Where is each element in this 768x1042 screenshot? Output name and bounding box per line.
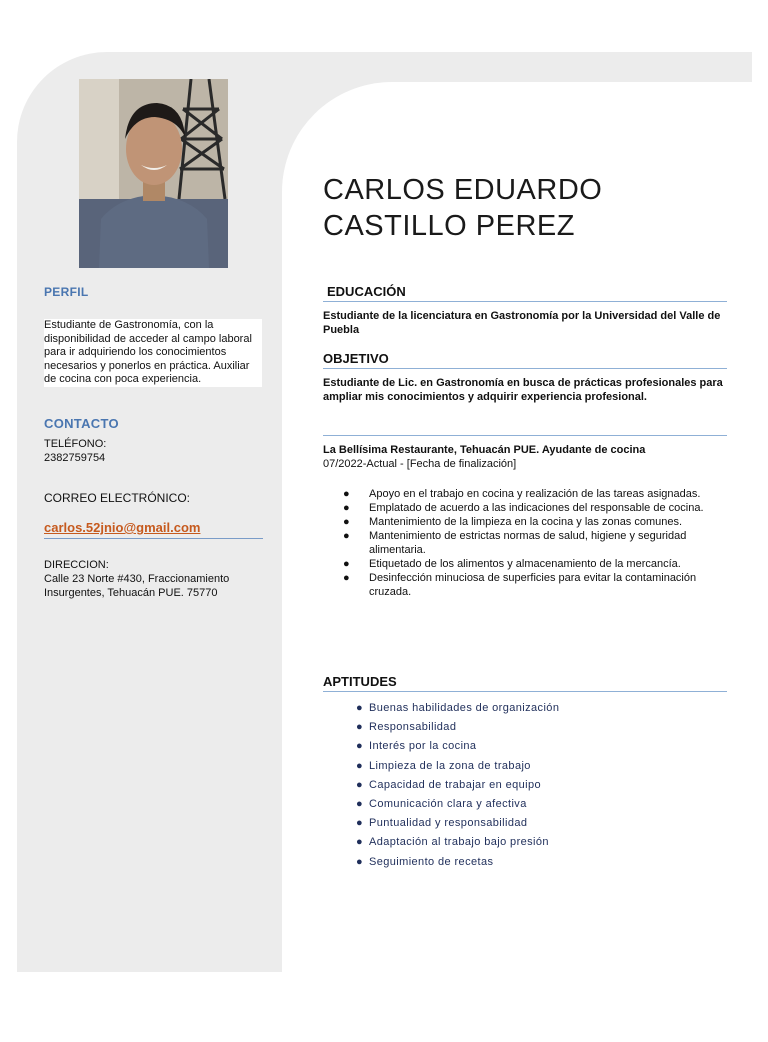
duty-text: Desinfección minuciosa de superficies para evitar la contaminación cruzada. bbox=[369, 572, 697, 599]
correo-label: CORREO ELECTRÓNICO: bbox=[44, 491, 191, 505]
list-item bbox=[355, 853, 559, 872]
objetivo-text: Estudiante de Lic. en Gastronomía en busca de prácticas profesionales para ampliar mis conocimientos y adquirir experiencia profesional. bbox=[323, 377, 723, 403]
list-item bbox=[355, 833, 559, 852]
bullet-icon: ● bbox=[356, 798, 364, 811]
list-item bbox=[340, 572, 730, 600]
educacion-text: Estudiante de la licenciatura en Gastronomía por la Universidad del Valle de Puebla bbox=[323, 310, 721, 336]
duty-text: Emplatado de acuerdo a las indicaciones del responsable de cocina. bbox=[369, 502, 704, 515]
bullet-icon: ● bbox=[356, 702, 364, 714]
email-divider bbox=[44, 538, 263, 539]
skill-text: Interés por la cocina bbox=[369, 740, 477, 753]
aptitudes-divider bbox=[323, 691, 727, 692]
list-item bbox=[355, 795, 559, 814]
bullet-icon: ● bbox=[343, 488, 350, 500]
bullet-icon: ● bbox=[356, 855, 364, 868]
duty-text: Apoyo en el trabajo en cocina y realización de las tareas asignadas. bbox=[369, 488, 701, 500]
profile-photo bbox=[79, 79, 228, 268]
duties-list bbox=[340, 488, 730, 600]
list-item bbox=[340, 530, 730, 558]
job-dates: 07/2022-Actual - [Fecha de finalización] bbox=[323, 458, 517, 470]
bullet-icon: ● bbox=[343, 572, 350, 585]
skill-text: Buenas habilidades de organización bbox=[369, 702, 560, 714]
bullet-icon: ● bbox=[343, 516, 350, 529]
skills-list bbox=[355, 699, 559, 872]
educacion-heading: EDUCACIÓN bbox=[327, 284, 406, 299]
list-item bbox=[340, 558, 730, 572]
duty-text: Mantenimiento de la limpieza en la cocina y las zonas comunes. bbox=[369, 516, 683, 529]
list-item bbox=[355, 776, 559, 795]
telefono-value: 2382759754 bbox=[44, 452, 106, 464]
name-line-2: CASTILLO PEREZ bbox=[323, 210, 575, 242]
perfil-text: Estudiante de Gastronomía, con la disponibilidad de acceder al campo laboral para ir adquiriendo los conocimientos necesarios y ponerlos en práctica. Auxiliar de cocina con poca experiencia. bbox=[44, 319, 262, 387]
skill-text: Adaptación al trabajo bajo presión bbox=[369, 836, 549, 849]
bullet-icon: ● bbox=[356, 721, 364, 734]
objetivo-heading: OBJETIVO bbox=[323, 351, 389, 366]
list-item bbox=[355, 757, 559, 776]
list-item bbox=[340, 502, 730, 516]
email-link[interactable]: carlos.52jnio@gmail.com bbox=[44, 520, 201, 535]
bullet-icon: ● bbox=[356, 836, 364, 849]
duty-text: Etiquetado de los alimentos y almacenamiento de la mercancía. bbox=[369, 558, 681, 571]
direccion-label: DIRECCION: bbox=[44, 559, 109, 571]
candidate-name bbox=[323, 172, 743, 244]
name-line-1: CARLOS EDUARDO bbox=[323, 174, 603, 206]
list-item bbox=[355, 699, 559, 718]
direccion-value: Calle 23 Norte #430, Fraccionamiento Insurgentes, Tehuacán PUE. 75770 bbox=[44, 573, 230, 599]
duty-text: Mantenimiento de estrictas normas de salud, higiene y seguridad alimentaria. bbox=[369, 530, 687, 557]
bullet-icon: ● bbox=[356, 759, 364, 772]
list-item bbox=[355, 737, 559, 756]
aptitudes-heading: APTITUDES bbox=[323, 674, 397, 689]
educacion-divider bbox=[323, 301, 727, 302]
bullet-icon: ● bbox=[343, 558, 350, 571]
bullet-icon: ● bbox=[343, 530, 350, 543]
bullet-icon: ● bbox=[343, 502, 350, 515]
skill-text: Capacidad de trabajar en equipo bbox=[369, 778, 542, 791]
experiencia-divider bbox=[323, 435, 727, 436]
list-item bbox=[355, 718, 559, 737]
list-item bbox=[340, 488, 730, 502]
skill-text: Puntualidad y responsabilidad bbox=[369, 817, 528, 830]
job-title: La Bellísima Restaurante, Tehuacán PUE. Ayudante de cocina bbox=[323, 444, 646, 456]
skill-text: Responsabilidad bbox=[369, 721, 457, 734]
contacto-heading: CONTACTO bbox=[44, 416, 119, 431]
bullet-icon: ● bbox=[356, 740, 364, 753]
skill-text: Seguimiento de recetas bbox=[369, 855, 494, 868]
bullet-icon: ● bbox=[356, 778, 364, 791]
list-item bbox=[340, 516, 730, 530]
list-item bbox=[355, 814, 559, 833]
bullet-icon: ● bbox=[356, 817, 364, 830]
skill-text: Comunicación clara y afectiva bbox=[369, 798, 527, 811]
skill-text: Limpieza de la zona de trabajo bbox=[369, 759, 531, 772]
telefono-label: TELÉFONO: bbox=[44, 438, 107, 450]
objetivo-divider bbox=[323, 368, 727, 369]
perfil-heading: PERFIL bbox=[44, 285, 89, 299]
